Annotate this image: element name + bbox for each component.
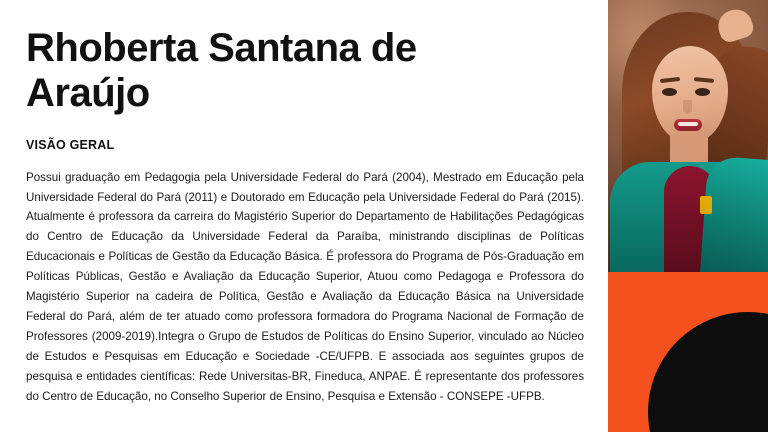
- portrait-shading: [608, 0, 768, 272]
- page-title: Rhoberta Santana de Araújo: [26, 26, 417, 115]
- overview-body-text: Possui graduação em Pedagogia pela Universidade Federal do Pará (2004), Mestrado em Educação pela Universidade Federal do Pará (2011) e Doutorado em Educação pela Universidade Federal do Pará (2015). Atualmente é professora da carreira do Magistério Superior do Departamento de Habilitações Pedagógicas do Centro de Educação da Universidade Federal da Paraíba, ministrando disciplinas de Políticas Educacionais e Políticas de Gestão da Educação Básica. É professora do Programa de Pós-Graduação em Políticas Públicas, Gestão e Avaliação da Educação Superior, Atuou como Pedagoga e Professora do Magistério Superior na cadeira de Política, Gestão e Avaliação da Educação Básica na Universidade Federal do Pará, além de ter atuado como professora formadora do Programa Nacional de Formação de Professores (2009-2019).Integra o Grupo de Estudos de Políticas do Ensino Superior, vinculado ao Núcleo de Estudos e Pesquisas em Educação e Sociedade -CE/UFPB. E associada aos seguintes grupos de pesquisa e entidades científicas: Rede Universitas-BR, Fineduca, ANPAE. É representante dos professores do Centro de Educação, no Conselho Superior de Ensino, Pesquisa e Extensão - CONSEPE -UFPB.: [26, 170, 584, 403]
- section-label: VISÃO GERAL: [26, 137, 115, 152]
- media-column: [608, 0, 768, 432]
- portrait-photo: [608, 0, 768, 272]
